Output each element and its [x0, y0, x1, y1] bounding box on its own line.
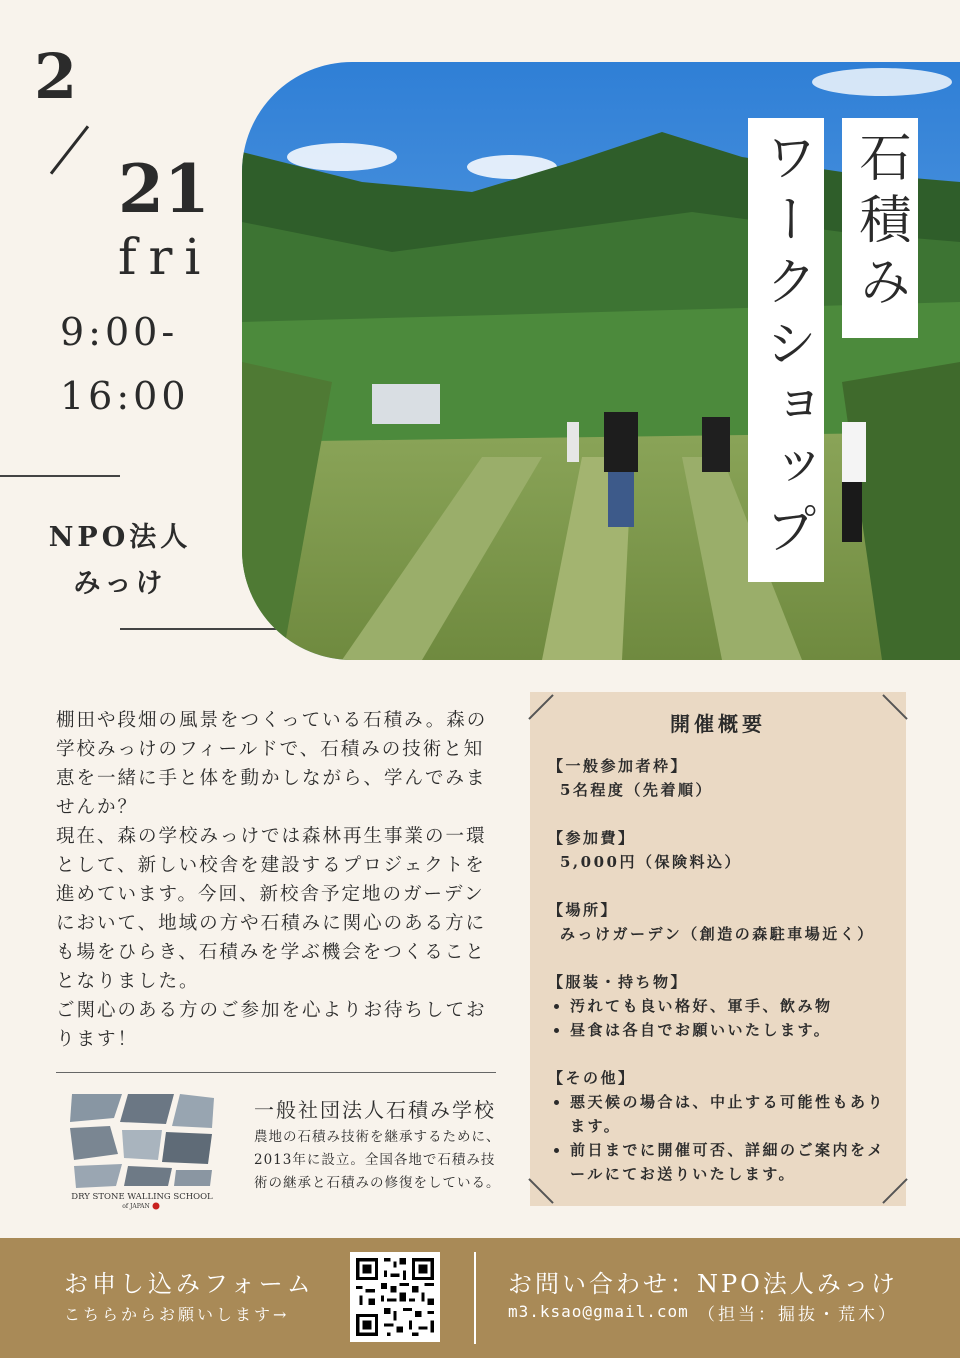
event-weekday: fri [118, 228, 213, 286]
divider-line [56, 1072, 496, 1073]
summary-title: 開催概要 [670, 712, 766, 736]
partner-description: 農地の石積み技術を継承するために、2013年に設立。全国各地で石積み技術の継承と石積みの修復をしている。 [254, 1129, 501, 1191]
contact-email[interactable]: m3.ksao@gmail.com [508, 1302, 689, 1321]
apply-form-label[interactable]: お申し込みフォーム [64, 1270, 315, 1298]
summary-section-place [548, 898, 898, 946]
summary-section-other [548, 1066, 898, 1186]
organizer [40, 515, 200, 607]
description-text [56, 706, 496, 1054]
section-label: 【一般参加者枠】 [548, 757, 689, 775]
logo-text-2: of JAPAN [122, 1203, 150, 1210]
description-paragraph: 現在、森の学校みっけでは森林再生事業の一環として、新しい校舎を建設するプロジェクトを進めています。今回、新校舎予定地のガーデンにおいて、地域の方や石積みに関心のある方にも場をひらき、石積みを学ぶ機会をつくることとなりました。 [56, 826, 487, 992]
divider-line [0, 475, 120, 477]
bring-list [548, 994, 898, 1042]
stone-wall-logo-icon [62, 1088, 222, 1210]
section-label: 【その他】 [548, 1069, 636, 1087]
section-value: みっけガーデン（創造の森駐車場近く） [560, 925, 875, 943]
summary-body [548, 754, 898, 1210]
footer-bar [0, 1238, 960, 1358]
section-label: 【場所】 [548, 901, 619, 919]
summary-section-bring [548, 970, 898, 1042]
contact-label: お問い合わせ：NPO法人みっけ [508, 1270, 898, 1298]
event-time-start: 9:00- [60, 310, 179, 354]
contact-person: （担当：掘抜・荒木） [698, 1305, 898, 1325]
logo-text-1: DRY STONE WALLING SCHOOL [71, 1192, 213, 1202]
section-label: 【参加費】 [548, 829, 636, 847]
section-value: 5名程度（先着順） [560, 781, 713, 799]
event-month: 2 [34, 40, 78, 113]
footer-divider [474, 1252, 476, 1344]
list-item: • 前日までに開催可否、詳細のご案内をメールにてお送りいたします。 [570, 1138, 898, 1186]
other-list [548, 1090, 898, 1186]
divider-line [120, 628, 280, 630]
date-slash-divider [50, 125, 89, 174]
list-item: • 悪天候の場合は、中止する可能性もあります。 [570, 1090, 898, 1138]
description-paragraph: ご関心のある方のご参加を心よりお待ちしております！ [56, 1000, 487, 1050]
event-time-end: 16:00 [60, 374, 190, 418]
title-line2: ワークショップ [748, 118, 824, 582]
event-day: 21 [118, 150, 210, 228]
organizer-line2: みっけ [73, 568, 167, 599]
partner-logo [62, 1088, 222, 1210]
section-label: 【服装・持ち物】 [548, 973, 689, 991]
title-line1: 石積み [842, 118, 918, 338]
section-value: 5,000円（保険料込） [560, 853, 742, 871]
qr-code-icon[interactable] [350, 1252, 440, 1342]
event-time [60, 300, 190, 428]
organizer-line1: NPO法人 [48, 522, 192, 553]
summary-section-capacity [548, 754, 898, 802]
apply-form-link[interactable]: こちらからお願いします→ [64, 1305, 290, 1324]
summary-section-fee [548, 826, 898, 874]
summary-card [530, 692, 906, 1206]
list-item: • 汚れても良い格好、軍手、飲み物 [570, 994, 898, 1018]
description-paragraph: 棚田や段畑の風景をつくっている石積み。森の学校みっけのフィールドで、石積みの技術と知恵を一緒に手と体を動かしながら、学んでみませんか？ [56, 710, 488, 818]
partner-name: 一般社団法人石積み学校 [254, 1098, 496, 1122]
red-dot-icon [153, 1203, 160, 1210]
list-item: • 昼食は各自でお願いいたします。 [570, 1018, 898, 1042]
